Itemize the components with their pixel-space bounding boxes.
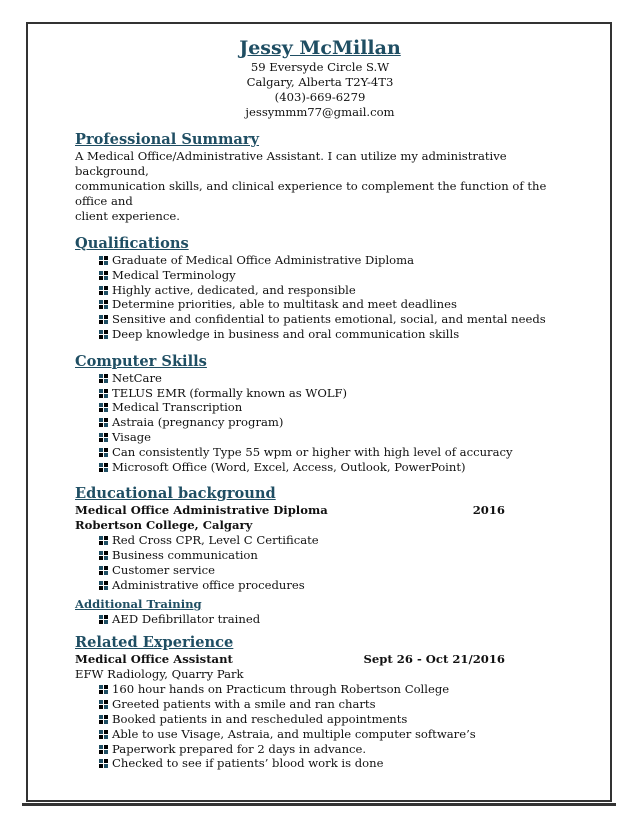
resume-content xyxy=(75,36,565,771)
summary-text xyxy=(75,149,565,224)
list-item-text: Greeted patients with a smile and ran charts xyxy=(112,697,376,712)
square-bullet-icon xyxy=(99,286,108,295)
experience-heading: Related Experience xyxy=(75,634,234,652)
list-item xyxy=(99,371,565,386)
list-item xyxy=(99,445,565,460)
list-item-text: Business communication xyxy=(112,548,258,563)
list-item-text: Able to use Visage, Astraia, and multiple computer software’s xyxy=(112,726,476,741)
list-item xyxy=(99,712,565,727)
list-item xyxy=(99,697,565,712)
summary-heading: Professional Summary xyxy=(75,131,260,148)
square-bullet-icon xyxy=(99,615,108,624)
list-item xyxy=(99,533,565,548)
list-item-text: TELUS EMR (formally known as WOLF) xyxy=(112,385,348,400)
square-bullet-icon xyxy=(99,581,108,590)
square-bullet-icon xyxy=(99,418,108,427)
list-item-text: Checked to see if patients’ blood work is done xyxy=(112,756,384,771)
list-item-text: Astraia (pregnancy program) xyxy=(112,415,284,430)
square-bullet-icon xyxy=(99,315,108,324)
resume-header xyxy=(75,36,565,120)
list-item-text: Booked patients in and rescheduled appointments xyxy=(112,711,408,726)
email-address: jessymmm77@gmail.com xyxy=(245,105,395,119)
list-item xyxy=(99,682,565,697)
list-item-text: Determine priorities, able to multitask and meet deadlines xyxy=(112,297,457,312)
list-item xyxy=(99,312,565,327)
list-item xyxy=(99,756,565,771)
square-bullet-icon xyxy=(99,433,108,442)
list-item-text: Graduate of Medical Office Administrative Diploma xyxy=(112,253,415,267)
summary-line: client experience. xyxy=(75,209,180,223)
computer-skills-heading: Computer Skills xyxy=(75,352,207,370)
square-bullet-icon xyxy=(99,536,108,545)
square-bullet-icon xyxy=(99,374,108,383)
list-item-text: Deep knowledge in business and oral communication skills xyxy=(112,326,460,341)
square-bullet-icon xyxy=(99,551,108,560)
list-item xyxy=(99,268,565,283)
list-item xyxy=(99,727,565,742)
list-item xyxy=(99,742,565,757)
education-program-row xyxy=(75,503,505,518)
list-item-text: AED Defibrillator trained xyxy=(112,611,261,626)
list-item-text: Microsoft Office (Word, Excel, Access, Outlook, PowerPoint) xyxy=(112,459,466,474)
square-bullet-icon xyxy=(99,730,108,739)
school-name: Robertson College, Calgary xyxy=(75,518,253,533)
square-bullet-icon xyxy=(99,300,108,309)
additional-training-heading: Additional Training xyxy=(75,596,202,611)
summary-line: A Medical Office/Administrative Assistant. I can utilize my administrative background, xyxy=(75,149,507,178)
list-item xyxy=(99,563,565,578)
employer-name: EFW Radiology, Quarry Park xyxy=(75,667,244,682)
list-item-text: Customer service xyxy=(112,562,215,577)
list-item xyxy=(99,327,565,342)
summary-line: communication skills, and clinical experience to complement the function of the office and xyxy=(75,179,547,208)
list-item-text: Highly active, dedicated, and responsible xyxy=(112,282,356,297)
list-item xyxy=(99,430,565,445)
square-bullet-icon xyxy=(99,271,108,280)
list-item xyxy=(99,253,565,268)
address-line-1: 59 Eversyde Circle S.W xyxy=(250,60,390,74)
qualifications-list xyxy=(75,253,565,342)
square-bullet-icon xyxy=(99,256,108,265)
role-dates: Sept 26 - Oct 21/2016 xyxy=(363,652,505,667)
square-bullet-icon xyxy=(99,700,108,709)
square-bullet-icon xyxy=(99,685,108,694)
list-item-text: Red Cross CPR, Level C Certificate xyxy=(112,533,319,548)
list-item xyxy=(99,578,565,593)
square-bullet-icon xyxy=(99,403,108,412)
list-item xyxy=(99,297,565,312)
list-item-text: 160 hour hands on Practicum through Robertson College xyxy=(112,682,450,697)
address-line-2: Calgary, Alberta T2Y-4T3 xyxy=(246,75,394,89)
square-bullet-icon xyxy=(99,715,108,724)
phone-number: (403)-669-6279 xyxy=(274,90,366,104)
list-item-text: NetCare xyxy=(112,370,162,385)
candidate-name: Jessy McMillan xyxy=(239,37,401,59)
list-item xyxy=(99,386,565,401)
square-bullet-icon xyxy=(99,448,108,457)
list-item xyxy=(99,460,565,475)
list-item-text: Can consistently Type 55 wpm or higher with high level of accuracy xyxy=(112,444,513,459)
education-heading: Educational background xyxy=(75,485,276,503)
list-item-text: Visage xyxy=(112,429,152,444)
list-item xyxy=(99,415,565,430)
list-item-text: Administrative office procedures xyxy=(112,577,305,592)
additional-training-list xyxy=(75,612,565,627)
experience-list xyxy=(75,682,565,771)
square-bullet-icon xyxy=(99,463,108,472)
education-list xyxy=(75,533,565,592)
list-item xyxy=(99,283,565,298)
square-bullet-icon xyxy=(99,759,108,768)
list-item xyxy=(99,612,565,627)
experience-role-row xyxy=(75,652,505,667)
list-item xyxy=(99,548,565,563)
square-bullet-icon xyxy=(99,389,108,398)
program-year: 2016 xyxy=(472,503,505,518)
square-bullet-icon xyxy=(99,330,108,339)
list-item-text: Sensitive and confidential to patients emotional, social, and mental needs xyxy=(112,312,546,327)
list-item xyxy=(99,400,565,415)
qualifications-heading: Qualifications xyxy=(75,235,189,252)
square-bullet-icon xyxy=(99,566,108,575)
program-name: Medical Office Administrative Diploma xyxy=(75,503,328,518)
list-item-text: Medical Transcription xyxy=(112,400,243,415)
list-item-text: Medical Terminology xyxy=(112,267,236,282)
square-bullet-icon xyxy=(99,745,108,754)
list-item-text: Paperwork prepared for 2 days in advance. xyxy=(112,741,367,756)
computer-skills-list xyxy=(75,371,565,475)
role-title: Medical Office Assistant xyxy=(75,652,233,667)
